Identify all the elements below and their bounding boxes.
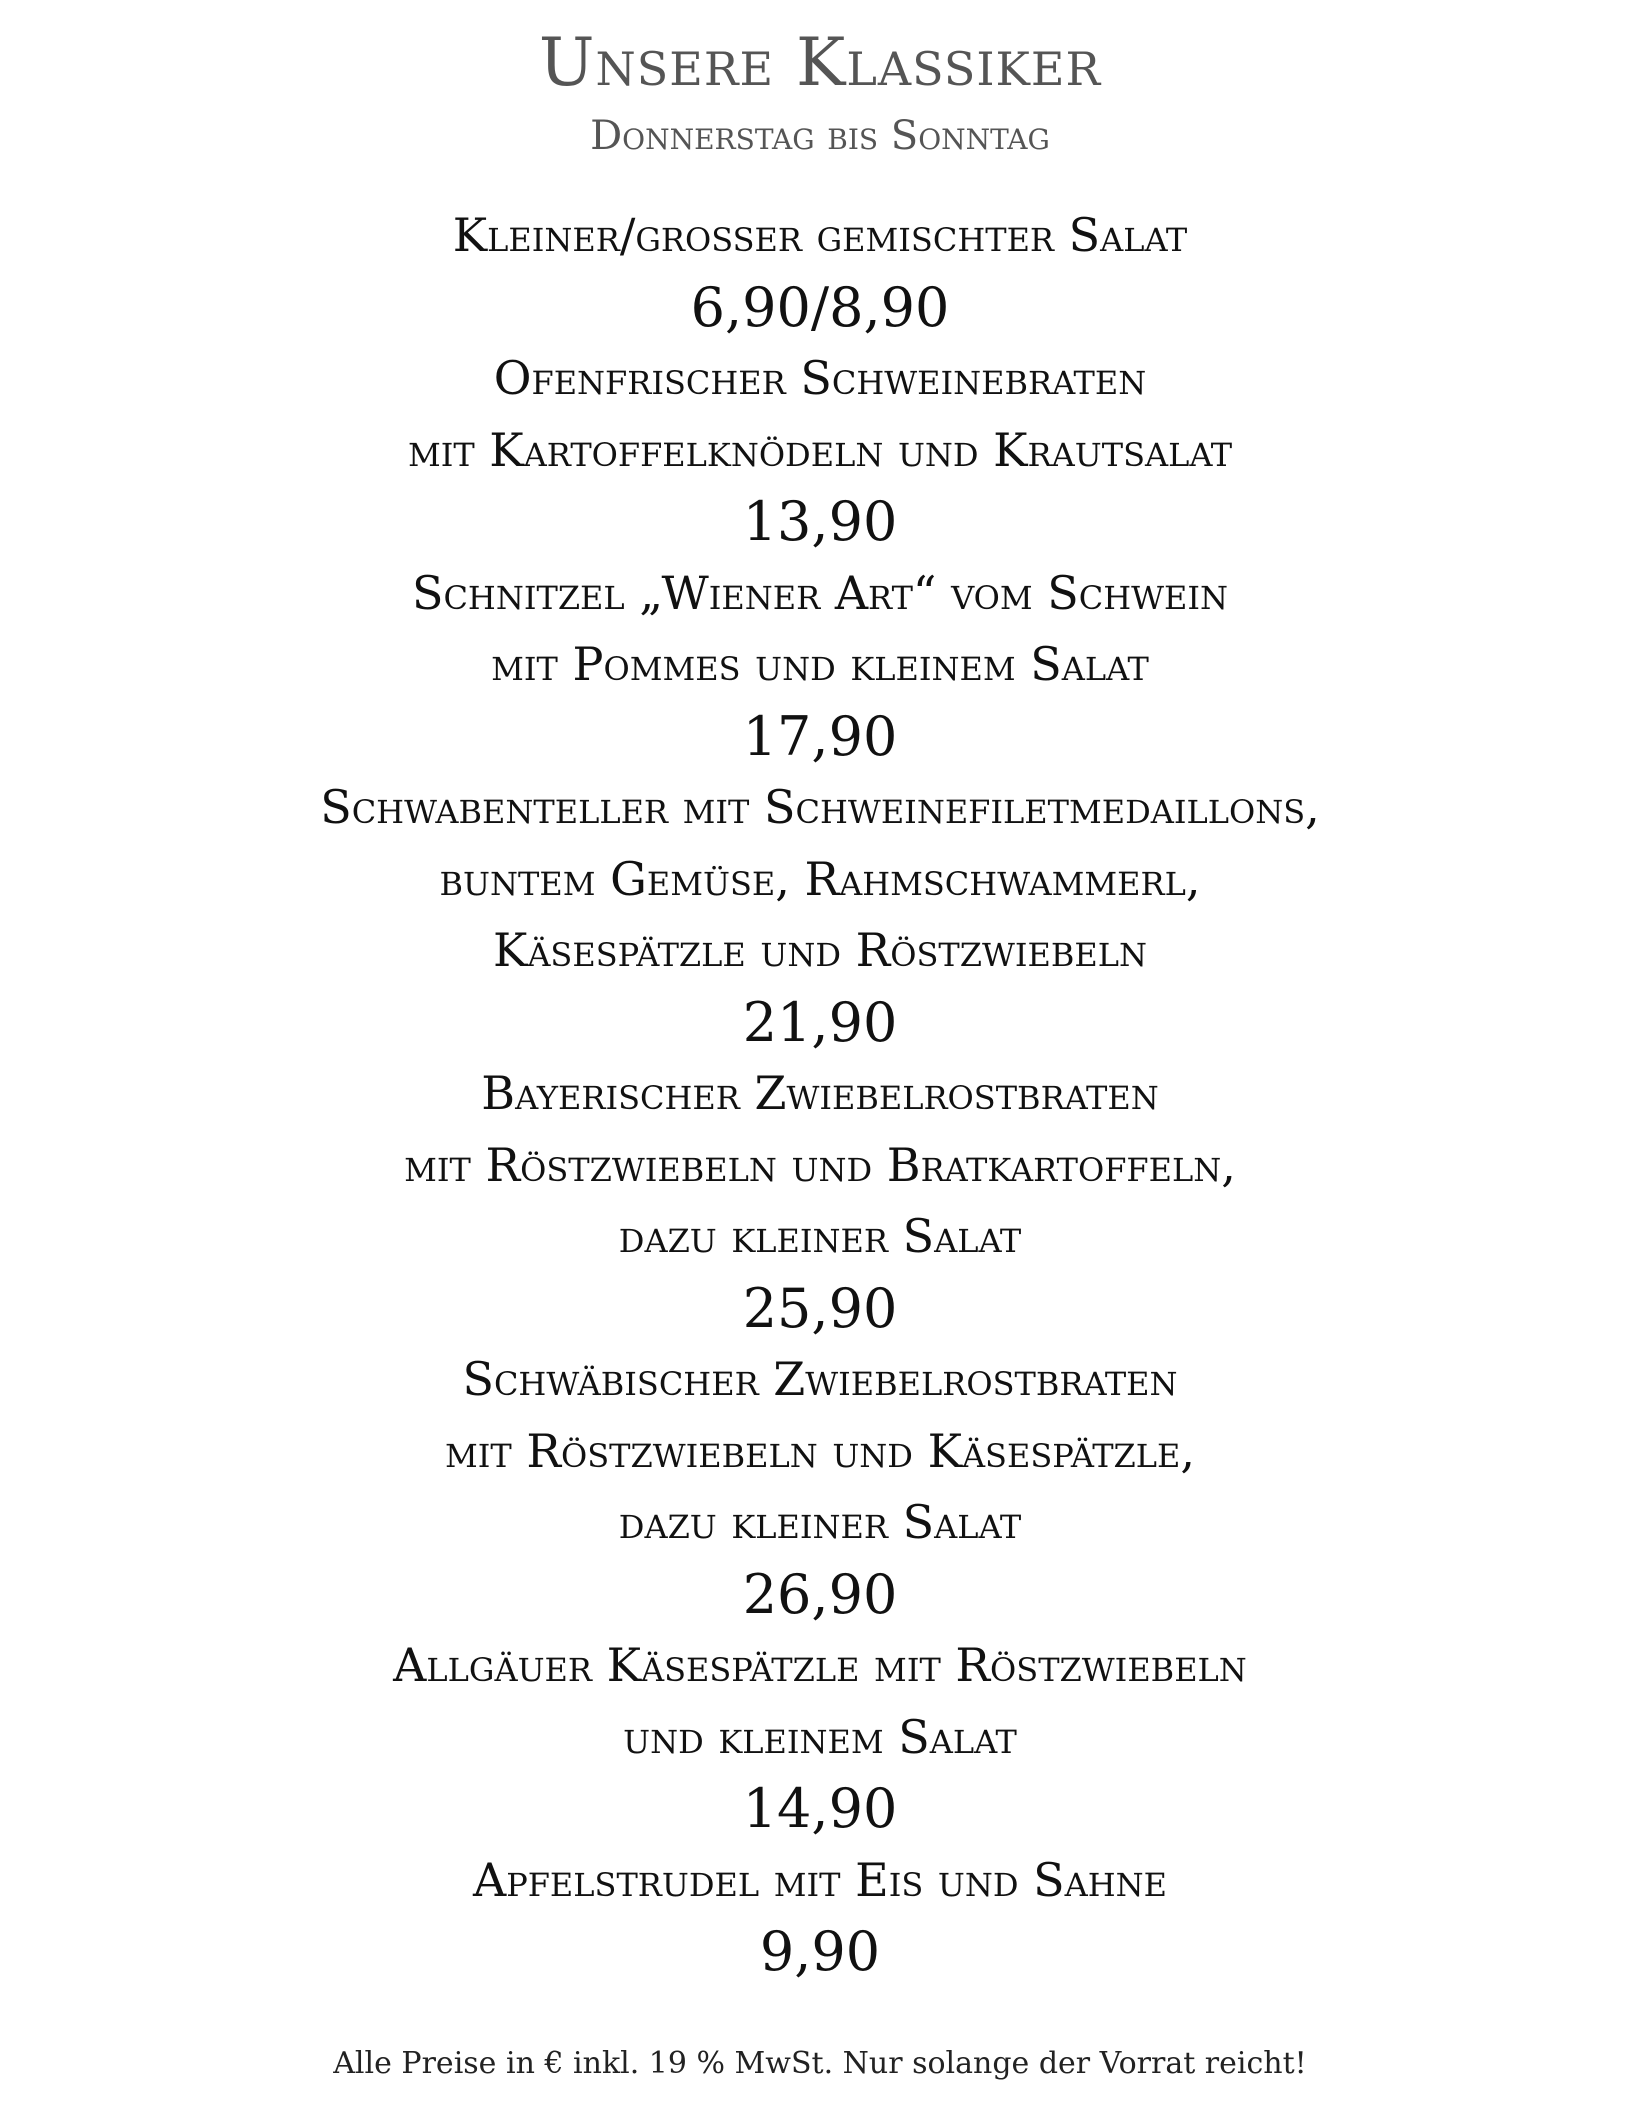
menu-item-line: Käsespätzle und Röstzwiebeln	[492, 923, 1148, 977]
menu-item-line: und kleinem Salat	[623, 1709, 1017, 1764]
menu-item-price: 13,90	[742, 490, 898, 553]
menu-item	[0, 772, 1640, 1058]
menu-item-line: mit Röstzwiebeln und Käsespätzle,	[444, 1423, 1196, 1478]
menu-item	[0, 343, 1640, 558]
menu-item-price: 21,90	[742, 990, 898, 1054]
menu-item-line: Schwäbischer Zwiebelrostbraten	[462, 1352, 1178, 1406]
menu-item-line: mit Kartoffelknödeln und Krautsalat	[407, 422, 1233, 477]
menu-item-price: 14,90	[742, 1777, 898, 1840]
menu-item-line: Apfelstrudel mit Eis und Sahne	[472, 1852, 1168, 1907]
menu-item-line: dazu kleiner Salat	[618, 1495, 1022, 1549]
menu-item-price: 9,90	[759, 1920, 881, 1983]
menu-item	[0, 1845, 1640, 1988]
menu-item-line: Schnitzel „Wiener Art“ vom Schwein	[411, 565, 1229, 620]
menu-item	[0, 1344, 1640, 1630]
menu-item-price: 17,90	[742, 704, 898, 768]
menu-list	[0, 200, 1640, 1988]
menu-item-price: 25,90	[742, 1276, 898, 1340]
menu-item-line: Bayerischer Zwiebelrostbraten	[481, 1066, 1159, 1120]
menu-item-line: dazu kleiner Salat	[618, 1209, 1022, 1263]
menu-item	[0, 1058, 1640, 1344]
page-title: Unsere Klassiker	[538, 24, 1102, 101]
menu-item	[0, 1630, 1640, 1845]
menu-item-line: Allgäuer Käsespätzle mit Röstzwiebeln	[393, 1638, 1247, 1692]
menu-item-line: Schwabenteller mit Schweinefiletmedaillons,	[320, 780, 1320, 834]
menu-item-line: Kleiner/grosser gemischter Salat	[452, 208, 1188, 262]
menu-item-line: mit Pommes und kleinem Salat	[491, 637, 1149, 691]
menu-item-line: mit Röstzwiebeln und Bratkartoffeln,	[404, 1137, 1236, 1192]
menu-item-line: Ofenfrischer Schweinebraten	[493, 351, 1147, 405]
menu-item	[0, 558, 1640, 773]
menu-item	[0, 200, 1640, 343]
price-note: Alle Preise in € inkl. 19 % MwSt. Nur solange der Vorrat reicht!	[333, 2046, 1307, 2081]
menu-item-price: 26,90	[742, 1562, 898, 1626]
page-subtitle: Donnerstag bis Sonntag	[590, 113, 1050, 159]
menu-item-line: buntem Gemüse, Rahmschwammerl,	[439, 851, 1201, 906]
menu-item-price: 6,90/8,90	[690, 275, 950, 339]
